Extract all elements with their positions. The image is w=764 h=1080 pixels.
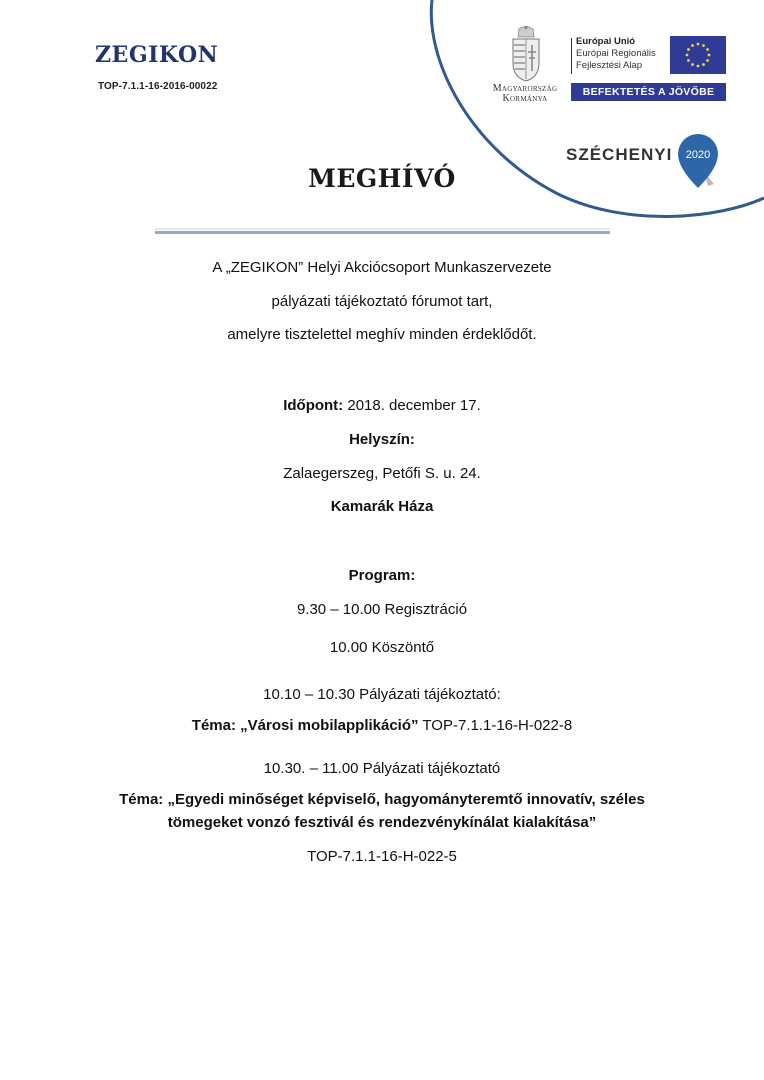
szechenyi-logo-text: SZÉCHENYI — [566, 145, 673, 164]
page-title: MEGHÍVÓ — [308, 164, 456, 193]
eu-star-icon — [686, 54, 689, 57]
gov-line-2: Kormánya — [502, 93, 548, 104]
eu-fund-text — [576, 36, 656, 72]
date-label: Időpont: — [283, 397, 344, 414]
szechenyi-year: 2020 — [685, 149, 711, 161]
eu-star-icon — [697, 65, 700, 68]
eu-star-icon — [706, 48, 709, 51]
theme-2-code: TOP-7.1.1-16-H-022-5 — [307, 848, 457, 865]
program-item-welcome: 10.00 Köszöntő — [329, 639, 435, 656]
org-project-code: TOP-7.1.1-16-2016-00022 — [98, 81, 218, 92]
eu-line-3: Fejlesztési Alap — [576, 60, 643, 71]
eu-star-icon — [697, 43, 700, 46]
intro-line-3: amelyre tisztelettel meghív minden érdeklődőt. — [227, 326, 537, 343]
hungarian-crest-icon — [507, 25, 545, 83]
eu-star-icon — [691, 44, 694, 47]
eu-star-icon — [708, 54, 711, 57]
venue-address: Zalaegerszeg, Petőfi S. u. 24. — [283, 465, 481, 482]
zegikon-logo: ZEGIKON — [95, 42, 219, 68]
eu-star-icon — [702, 63, 705, 66]
eu-flag-icon — [670, 36, 726, 74]
program-item-info-1: 10.10 – 10.30 Pályázati tájékoztató: — [263, 686, 501, 703]
invest-banner: BEFEKTETÉS A JÖVŐBE — [571, 83, 726, 101]
intro-line-2: pályázati tájékoztató fórumot tart, — [271, 293, 493, 310]
program-label: Program: — [348, 567, 416, 584]
date-value: 2018. december 17. — [343, 397, 481, 414]
eu-divider — [571, 38, 572, 74]
eu-title: Európai Unió — [576, 36, 636, 47]
eu-star-icon — [706, 59, 709, 62]
eu-line-2: Európai Regionális — [576, 48, 656, 59]
venue-label: Helyszín: — [349, 431, 415, 448]
gov-line-1: Magyarország — [492, 83, 558, 94]
title-underline — [155, 228, 610, 234]
date-row — [0, 397, 764, 414]
venue-name: Kamarák Háza — [330, 498, 434, 515]
theme-2-line-2: tömegeket vonzó fesztivál és rendezvénykínálat kialakítása” — [167, 814, 597, 831]
theme-1-label: Téma: „Városi mobilapplikáció” — [191, 717, 419, 734]
theme-1-code: TOP-7.1.1-16-H-022-8 — [418, 717, 573, 734]
program-item-registration: 9.30 – 10.00 Regisztráció — [296, 601, 468, 618]
program-item-info-1-theme — [0, 717, 764, 734]
government-logo-text — [484, 84, 566, 104]
eu-star-icon — [687, 48, 690, 51]
theme-2-line-1: Téma: „Egyedi minőséget képviselő, hagyományteremtő innovatív, széles — [119, 791, 645, 808]
eu-star-icon — [702, 44, 705, 47]
program-item-info-2: 10.30. – 11.00 Pályázati tájékoztató — [263, 760, 501, 777]
intro-line-1: A „ZEGIKON” Helyi Akciócsoport Munkaszervezete — [212, 259, 552, 276]
eu-star-icon — [687, 59, 690, 62]
eu-star-icon — [691, 63, 694, 66]
